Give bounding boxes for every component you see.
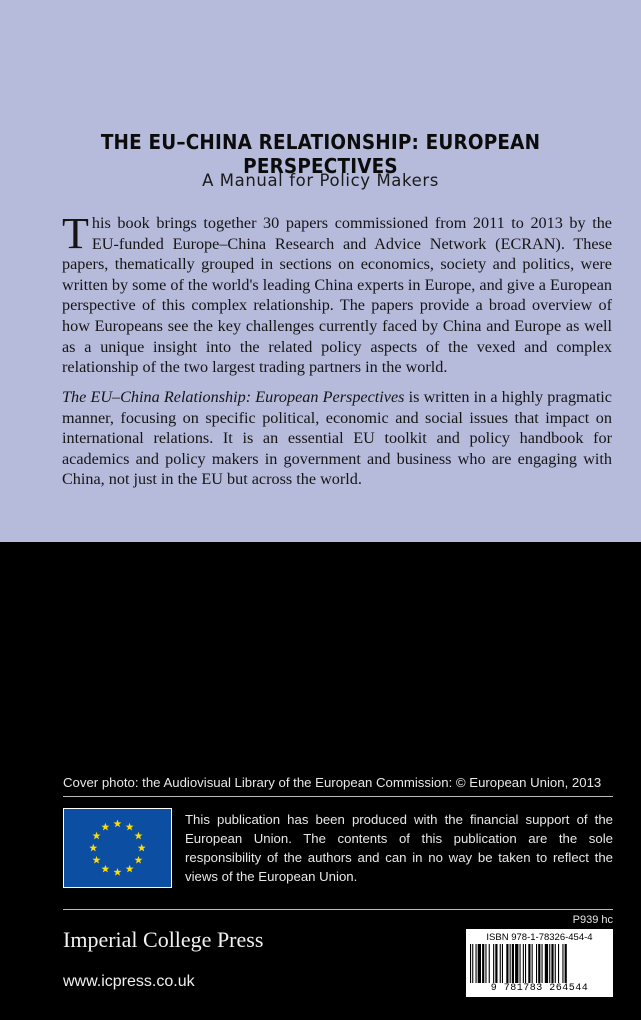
barcode-bar [472,944,473,983]
barcode-bar [538,944,540,983]
barcode-bar [495,944,497,983]
barcode-bar [525,944,526,983]
photo-credit: Cover photo: the Audiovisual Library of the European Commission: © European Union, 2013 [63,775,602,790]
barcode-bar [558,944,559,983]
barcode-bar [510,944,511,983]
blurb-paragraph-1-text: his book brings together 30 papers commissioned from 2011 to 2013 by the EU-funded Europe–China Research and Advice Network (ECRAN). These papers, thematically grouped in sections on economics, society and politics, were written by some of the world's leading China experts in Europe, and give a European perspective of this complex relationship. The papers provide a broad overview of how Europeans see the key challenges currently faced by China and Europe as well as a unique insight into the related policy aspects of the vexed and complex relationship of the two largest trading partners in the world. [62,214,612,377]
divider-top [63,796,613,797]
barcode-bars [470,944,609,983]
eu-flag-graphic [64,809,171,887]
barcode-bar [478,944,481,983]
barcode-bar [542,944,543,983]
barcode-bar [536,944,537,983]
barcode-bar [502,944,503,983]
blurb-paragraph-2 [62,387,612,490]
barcode-bar [482,944,484,983]
divider-bottom [63,909,613,910]
drop-cap: T [62,209,89,258]
blurb-book-title-italic: The EU–China Relationship: European Perspectives [62,388,405,406]
barcode-bar [523,944,524,983]
book-subtitle: A Manual for Policy Makers [202,171,439,190]
barcode-bar [520,944,521,983]
barcode-bar [515,944,518,983]
blurb-paragraph-2-text: is written in a highly pragmatic manner, focusing on specific political, economic and social issues that impact on international relations. It is an essential EU toolkit and policy handbook for academics and policy makers in government and business who are engaging with China, not just in the EU but across the world. [62,388,612,489]
barcode-digits: 9 781783 264544 [490,983,589,994]
barcode-bar [485,944,486,983]
barcode-bar [506,944,508,983]
barcode-bar [565,944,567,983]
isbn-label: ISBN 978-1-78326-454-4 [486,932,593,943]
barcode-bar [476,944,477,983]
barcode-bar [551,944,553,983]
barcode-icon [466,929,613,997]
publisher-name: Imperial College Press [63,927,264,952]
barcode-bar [470,944,471,983]
eu-flag-icon [63,808,172,888]
product-code: P939 hc [572,914,613,926]
barcode-bar [562,944,563,983]
barcode-bar [489,944,490,983]
barcode-bar [555,944,556,983]
barcode-bar [500,944,501,983]
barcode-bar [532,944,533,983]
barcode-bar [493,944,494,983]
barcode-bar [545,944,548,983]
blurb-paragraph-1 [62,209,612,378]
barcode-bar [512,944,514,983]
barcode-bar [528,944,530,983]
publisher-website: www.icpress.co.uk [63,973,195,990]
barcode-bar [549,944,550,983]
book-title: THE EU–CHINA RELATIONSHIP: EUROPEAN PERSPECTIVES [100,130,541,178]
funding-note: This publication has been produced with the financial support of the European Union. The contents of this publication are the sole responsibility of the authors and can in no way be taken to reflect the views of the European Union. [185,812,613,884]
